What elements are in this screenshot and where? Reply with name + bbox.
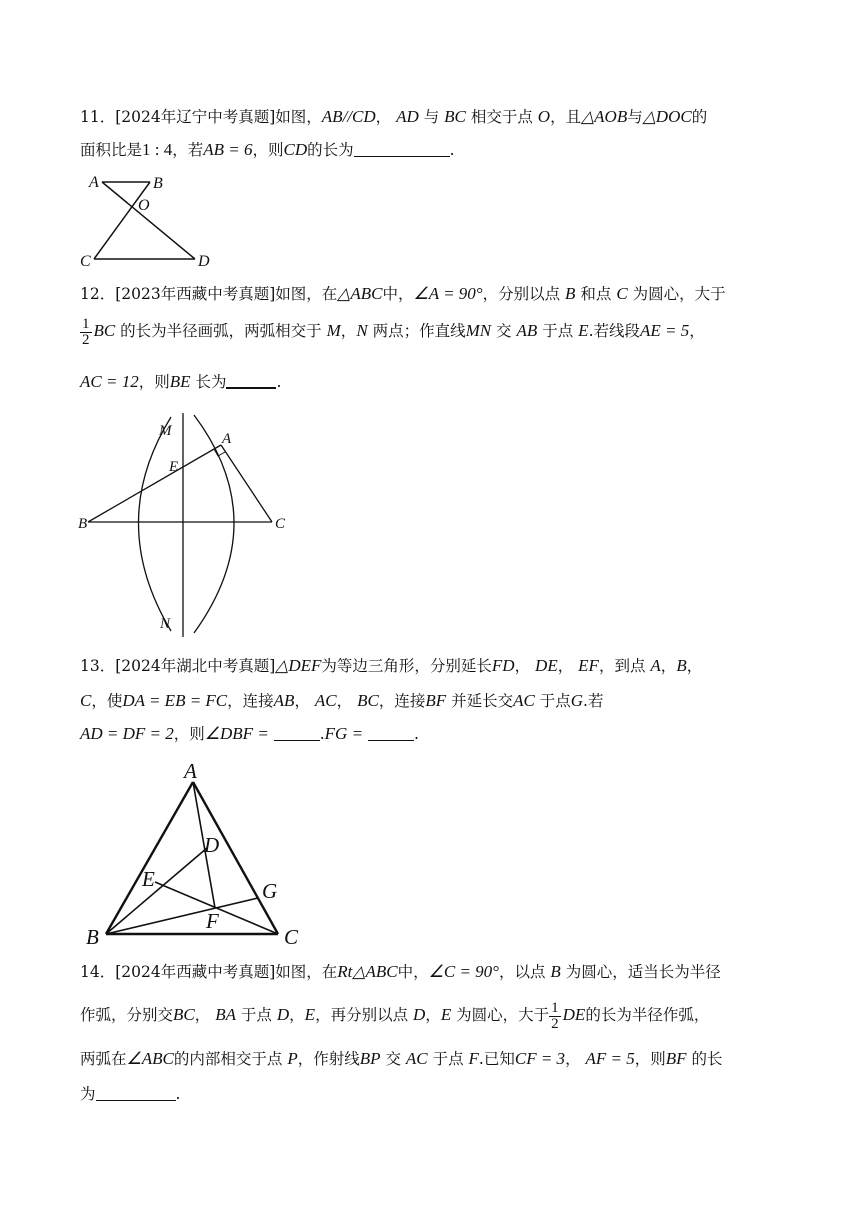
q13-label-b: B — [86, 925, 99, 948]
q12-label-m: M — [159, 423, 172, 439]
q12-fraction: $\frac{1}{2}$ — [82, 315, 90, 348]
q11-figure — [80, 172, 220, 268]
q13-label-f: F — [206, 909, 219, 933]
q12-figure — [76, 405, 296, 637]
q11-label-c: C — [80, 253, 91, 268]
q13-line-1: 13．[2024年湖北中考真题]△DEF为等边三角形，分别延长FD， DE， EF，到点 A，B， — [80, 656, 703, 675]
q12-line-3: AC = 12，则BE 长为 . — [80, 372, 282, 391]
q13-label-e: E — [142, 867, 155, 891]
q13-label-c: C — [284, 925, 299, 948]
q12-answer-blank[interactable] — [226, 371, 276, 389]
q12-label-e: E — [169, 459, 179, 475]
q11-segment-bc — [94, 182, 150, 259]
q12-arc-left — [139, 417, 172, 631]
q13-label-g: G — [262, 879, 278, 903]
q13-segment-ab — [106, 782, 193, 934]
q13-label-d: D — [204, 833, 220, 857]
q14-line-3: 两弧在∠ABC的内部相交于点 P，作射线BP 交 AC 于点 F.已知CF = 3， AF = 5，则BF 的长 — [80, 1049, 723, 1068]
q12-label-c: C — [275, 516, 286, 532]
q14-fraction: $\frac{1}{2}$ — [551, 999, 559, 1032]
q14-line-4: 为 . — [80, 1085, 181, 1103]
q11-label-a: A — [89, 174, 99, 191]
q13-segment-db — [106, 848, 207, 934]
q14-line-1: 14．[2024年西藏中考真题]如图，在Rt△ABC中，∠C = 90°，以点 B 为圆心，适当长为半径 — [80, 962, 721, 981]
q11-answer-blank[interactable] — [354, 140, 450, 157]
q11-label-b: B — [153, 175, 163, 192]
q14-line-2: 作弧，分别交BC， BA 于点 D，E，再分别以点 D，E 为圆心，大于 $\frac{1}{2}$ DE的长为半径作弧， — [80, 999, 710, 1032]
q12-line-1: 12．[2023年西藏中考真题]如图，在△ABC中，∠A = 90°，分别以点 B 和点 C 为圆心，大于 — [80, 284, 726, 303]
q11-line-1: 11．[2024年辽宁中考真题]如图，AB//CD， AD 与 BC 相交于点 O，且△AOB与△DOC的 — [80, 107, 708, 126]
q12-label-b: B — [78, 516, 88, 532]
q13-figure — [82, 758, 312, 948]
q12-label-a: A — [222, 431, 232, 447]
q12-arc-right — [194, 415, 234, 633]
q11-label-d: D — [198, 253, 210, 268]
q12-line-2: $\frac{1}{2}$ BC 的长为半径画弧，两弧相交于 M，N 两点；作直线MN 交 AB 于点 E.若线段AE = 5， — [82, 315, 705, 348]
q12-label-n: N — [160, 616, 171, 632]
q13-label-a: A — [184, 759, 197, 783]
q13-answer-blank-2[interactable] — [368, 724, 414, 741]
q11-segment-ad — [102, 182, 195, 259]
q11-line-2: 面积比是1 : 4，若AB = 6，则CD的长为 . — [80, 140, 455, 159]
q14-answer-blank[interactable] — [96, 1084, 176, 1101]
q12-segment-ba — [88, 445, 221, 522]
q13-line-2: C，使DA = EB = FC，连接AB， AC， BC，连接BF 并延长交AC 于点G.若 — [80, 691, 604, 710]
q13-answer-blank-1[interactable] — [274, 724, 320, 741]
q13-line-3: AD = DF = 2，则∠DBF = .FG = . — [80, 724, 419, 743]
q11-label-o: O — [138, 197, 150, 214]
